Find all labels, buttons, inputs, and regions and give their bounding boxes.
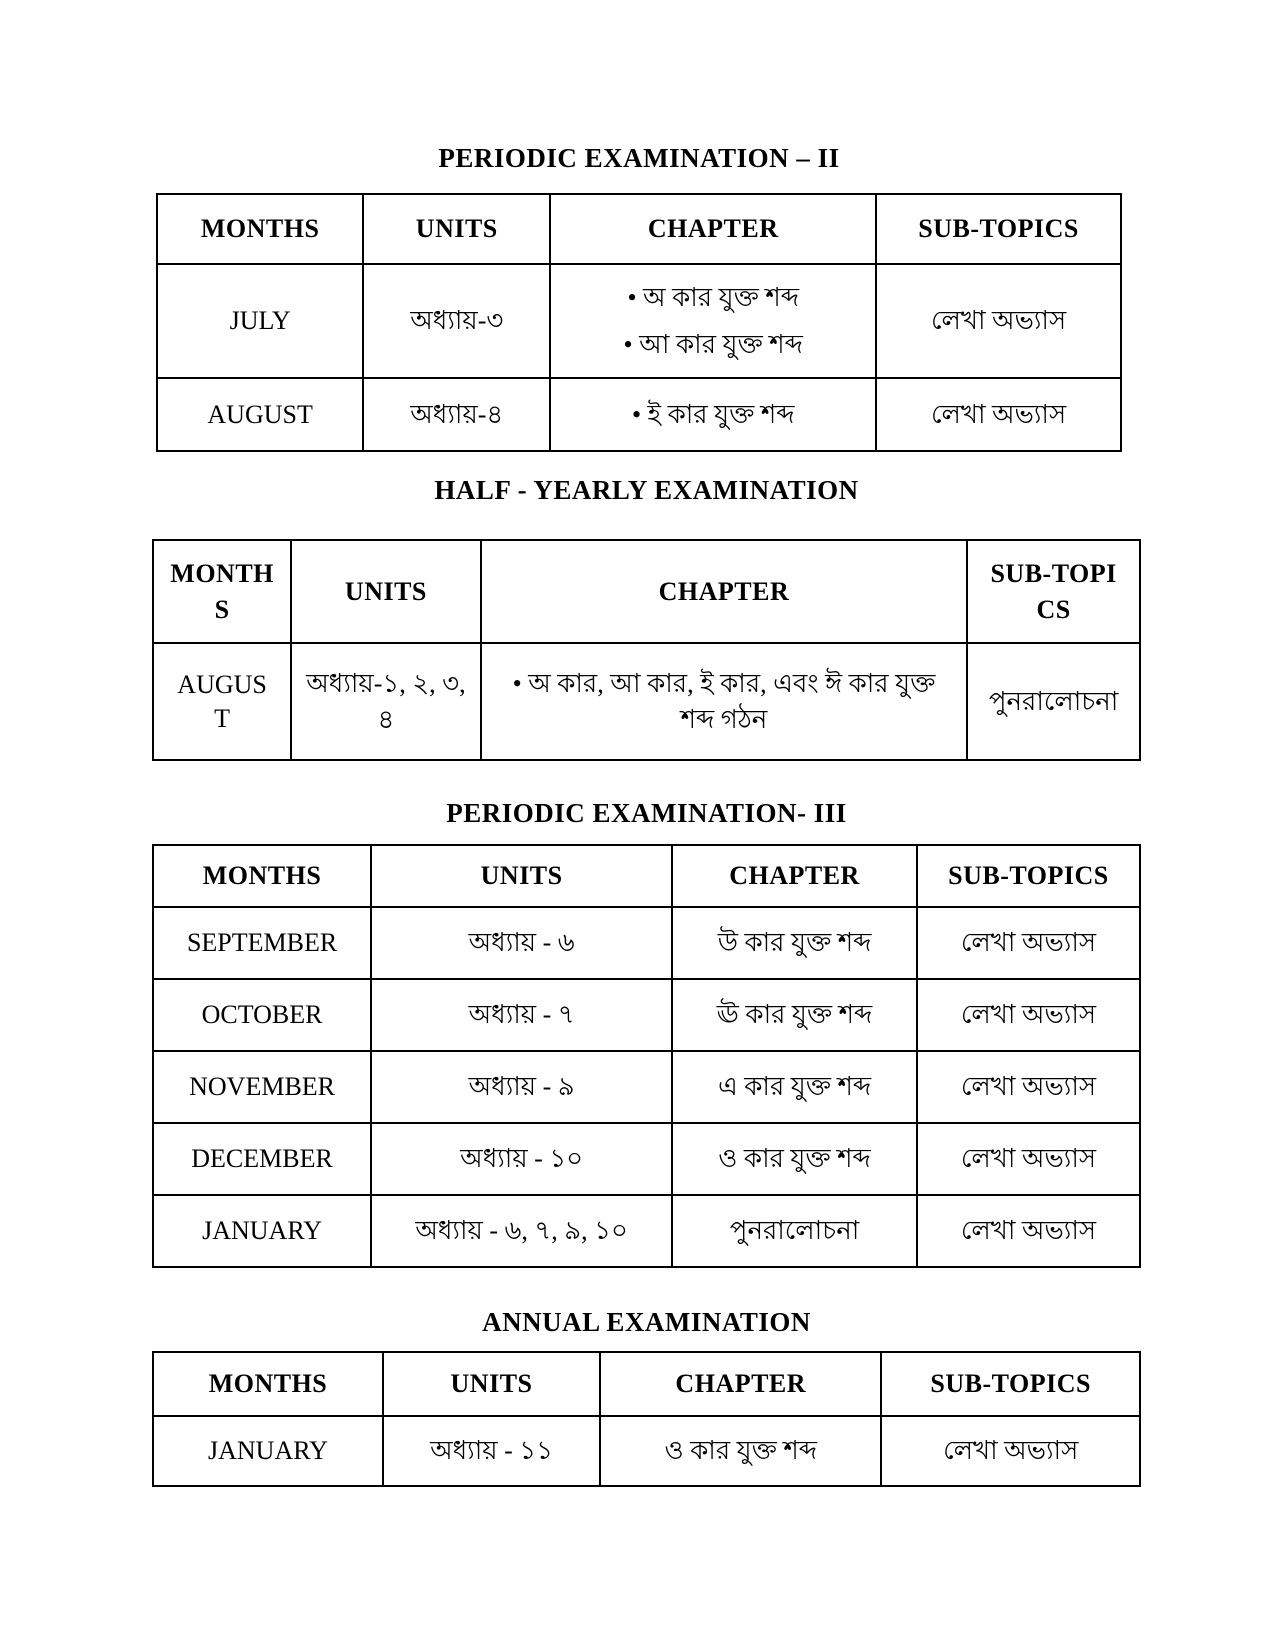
periodic-2-table xyxy=(156,193,1122,452)
chapter-item: • আ কার যুক্ত শব্দ xyxy=(561,327,865,362)
table-row xyxy=(153,643,1140,760)
cell-month: JANUARY xyxy=(153,1195,371,1267)
section-title-half-yearly: HALF - YEARLY EXAMINATION xyxy=(434,475,859,505)
header-chapter: CHAPTER xyxy=(550,194,876,264)
cell-units: অধ্যায়-৩ xyxy=(363,264,550,378)
chapter-item: • অ কার, আ কার, ই কার, এবং ঈ কার যুক্ত শব্দ গঠন xyxy=(496,666,953,736)
header-months: MONTHS xyxy=(157,194,363,264)
table-header-row xyxy=(153,845,1140,907)
cell-chapter xyxy=(600,1416,881,1486)
cell-month: AUGUST xyxy=(153,643,291,760)
header-sub-topics: SUB-TOPICS xyxy=(876,194,1121,264)
header-sub-topics: SUB-TOPICS xyxy=(881,1352,1140,1416)
cell-month: JANUARY xyxy=(153,1416,383,1486)
cell-month: SEPTEMBER xyxy=(153,907,371,979)
periodic-3-table xyxy=(152,844,1141,1268)
cell-sub-topics: লেখা অভ্যাস xyxy=(876,378,1121,451)
header-months: MONTHS xyxy=(153,1352,383,1416)
cell-units: অধ্যায় - ৬ xyxy=(371,907,672,979)
annual-table xyxy=(152,1351,1141,1487)
cell-month: JULY xyxy=(157,264,363,378)
section-title-annual: ANNUAL EXAMINATION xyxy=(482,1307,811,1337)
section-title-periodic-3: PERIODIC EXAMINATION- III xyxy=(446,798,847,828)
cell-units: অধ্যায় - ৭ xyxy=(371,979,672,1051)
cell-units: অধ্যায়-৪ xyxy=(363,378,550,451)
cell-month: NOVEMBER xyxy=(153,1051,371,1123)
cell-chapter xyxy=(481,643,968,760)
cell-chapter xyxy=(550,264,876,378)
header-sub-topics: SUB-TOPICS xyxy=(967,540,1140,643)
chapter-item: • অ কার যুক্ত শব্দ xyxy=(561,280,865,315)
cell-chapter xyxy=(672,907,917,979)
chapter-item: • ই কার যুক্ত শব্দ xyxy=(561,397,865,432)
header-sub-topics: SUB-TOPICS xyxy=(917,845,1140,907)
table-row xyxy=(157,378,1121,451)
cell-units: অধ্যায় - ১১ xyxy=(383,1416,600,1486)
chapter-item: ঊ কার যুক্ত শব্দ xyxy=(716,1000,873,1030)
header-units: UNITS xyxy=(291,540,481,643)
cell-sub-topics: লেখা অভ্যাস xyxy=(876,264,1121,378)
cell-sub-topics: লেখা অভ্যাস xyxy=(917,979,1140,1051)
cell-chapter xyxy=(672,1195,917,1267)
header-chapter: CHAPTER xyxy=(481,540,968,643)
table-header-row xyxy=(157,194,1121,264)
table-row xyxy=(153,1416,1140,1486)
table-row xyxy=(153,979,1140,1051)
header-chapter: CHAPTER xyxy=(672,845,917,907)
table-row xyxy=(157,264,1121,378)
header-units: UNITS xyxy=(371,845,672,907)
table-row xyxy=(153,1051,1140,1123)
table-row xyxy=(153,907,1140,979)
cell-sub-topics: লেখা অভ্যাস xyxy=(917,1195,1140,1267)
cell-units: অধ্যায় - ১০ xyxy=(371,1123,672,1195)
table-row xyxy=(153,1195,1140,1267)
cell-units: অধ্যায় - ৬, ৭, ৯, ১০ xyxy=(371,1195,672,1267)
chapter-item: ও কার যুক্ত শব্দ xyxy=(664,1436,817,1466)
header-months: MONTHS xyxy=(153,540,291,643)
cell-month: DECEMBER xyxy=(153,1123,371,1195)
cell-sub-topics: লেখা অভ্যাস xyxy=(917,907,1140,979)
chapter-item: ও কার যুক্ত শব্দ xyxy=(718,1144,871,1174)
cell-chapter xyxy=(672,1051,917,1123)
cell-units: অধ্যায়-১, ২, ৩, ৪ xyxy=(291,643,481,760)
chapter-item: পুনরালোচনা xyxy=(729,1216,860,1246)
cell-chapter xyxy=(550,378,876,451)
cell-month: AUGUST xyxy=(157,378,363,451)
chapter-item: উ কার যুক্ত শব্দ xyxy=(717,928,872,958)
header-units: UNITS xyxy=(383,1352,600,1416)
header-chapter: CHAPTER xyxy=(600,1352,881,1416)
cell-sub-topics: পুনরালোচনা xyxy=(967,643,1140,760)
table-row xyxy=(153,1123,1140,1195)
cell-units: অধ্যায় - ৯ xyxy=(371,1051,672,1123)
cell-sub-topics: লেখা অভ্যাস xyxy=(881,1416,1140,1486)
cell-month: OCTOBER xyxy=(153,979,371,1051)
cell-chapter xyxy=(672,1123,917,1195)
half-yearly-table xyxy=(152,539,1141,761)
cell-sub-topics: লেখা অভ্যাস xyxy=(917,1051,1140,1123)
table-header-row xyxy=(153,540,1140,643)
cell-chapter xyxy=(672,979,917,1051)
cell-sub-topics: লেখা অভ্যাস xyxy=(917,1123,1140,1195)
section-title-periodic-2: PERIODIC EXAMINATION – II xyxy=(438,143,840,173)
header-months: MONTHS xyxy=(153,845,371,907)
table-header-row xyxy=(153,1352,1140,1416)
chapter-item: এ কার যুক্ত শব্দ xyxy=(717,1072,872,1102)
header-units: UNITS xyxy=(363,194,550,264)
